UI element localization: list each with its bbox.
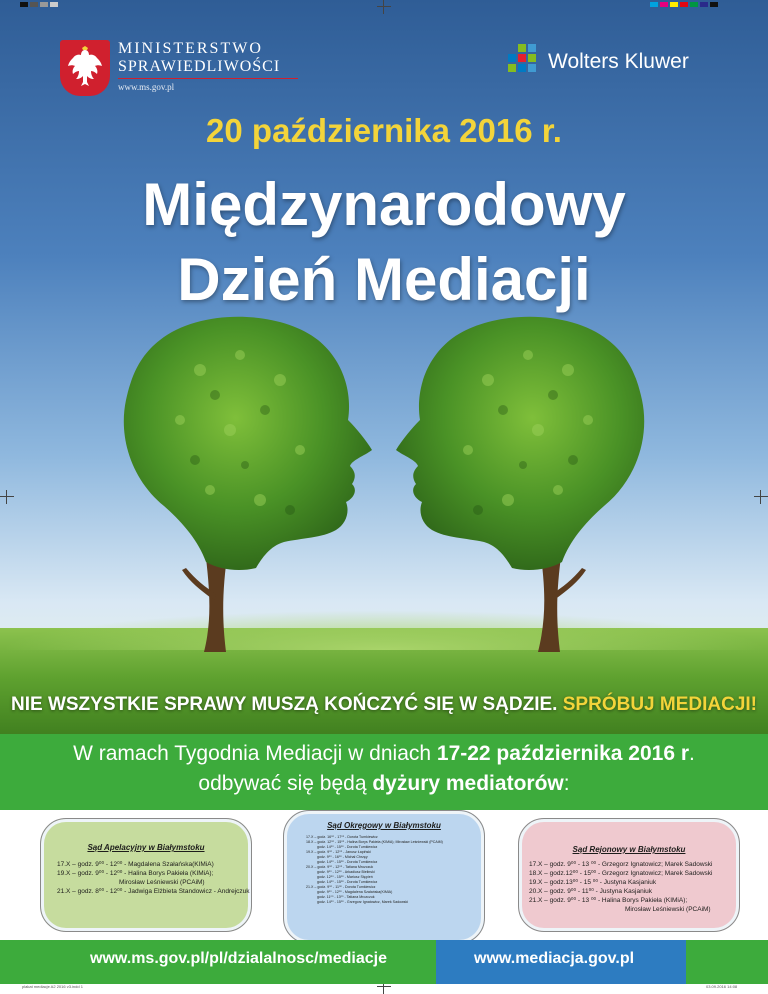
district-court-box (518, 818, 740, 932)
ministry-url: www.ms.gov.pl (118, 82, 175, 92)
district-line: 17.X – godz. 9⁰⁰ - 13 ⁰⁰ - Grzegorz Ignatowicz; Marek Sadowski (529, 861, 713, 868)
regional-line: godz. 12⁰⁰ - 15⁰⁰ - Mariusz Stępień (317, 875, 373, 879)
regional-line: godz. 11⁰⁰ - 13⁰⁰ - Tatiana Mrozczuk (317, 895, 375, 899)
ministry-mediation-link[interactable]: www.ms.gov.pl/pl/dzialalnosc/mediacje (90, 950, 387, 967)
regional-line: 21.X – godz. 9⁰⁰ - 11⁰⁰ - Dorota Tumkiewicz (306, 885, 376, 889)
tree-heads-illustration (0, 300, 768, 680)
left-head-foliage (124, 317, 372, 570)
district-line: 18.X – godz.12⁰⁰ - 15⁰⁰ - Grzegorz Ignatowicz; Marek Sadowski (529, 870, 713, 877)
appeal-line: 19.X – godz. 9⁰⁰ - 12⁰⁰ - Halina Borys Pakieła (KIMiA); (57, 870, 214, 877)
regional-line: godz. 9⁰⁰ - 12⁰⁰ - Magdalena Szałańska(KIMiA) (317, 890, 393, 894)
appeal-court-title: Sąd Apelacyjny w Białymstoku (87, 843, 205, 852)
regional-line: godz. 14⁰⁰ - 15⁰⁰ - Dorota Tumkiewicz (317, 860, 378, 864)
ministry-divider (118, 78, 298, 79)
headline-line2: Dzień Mediacji (177, 246, 591, 313)
district-court-title: Sąd Rejonowy w Białymstoku (572, 845, 686, 854)
band-line1 (0, 742, 768, 766)
regional-line: godz. 14⁰⁰ - 15⁰⁰ - Dorota Tumkiewicz (317, 845, 378, 849)
headline-line1: Międzynarodowy (142, 171, 626, 238)
regional-court-box (283, 810, 485, 944)
regional-line: godz. 14⁰⁰ - 15⁰⁰ - Grzegorz Ignatowicz, Marek Sadowski (317, 900, 409, 904)
band-line1-dates: 17-22 października 2016 r (436, 742, 690, 765)
polish-eagle-icon (60, 40, 110, 96)
band-line2-duty: dyżury mediatorów (372, 772, 564, 795)
regional-line: godz. 14⁰⁰ - 15⁰⁰ - Dorota Tumkiewicz (317, 880, 378, 884)
partner-logo (508, 44, 718, 84)
mediation-portal-link[interactable]: www.mediacja.gov.pl (474, 950, 635, 967)
band-line1-end: . (689, 742, 695, 765)
appeal-line: Mirosław Leśniewski (PCAiM) (119, 879, 205, 886)
band-line2-end: : (563, 772, 570, 795)
print-timestamp: 03.09.2016 14:08 (706, 984, 738, 989)
regional-line: godz. 9⁰⁰ - 12⁰⁰ - Arkadiusz Bielinski (317, 870, 375, 874)
district-line: 20.X – godz. 9⁰⁰ - 11⁰⁰ - Justyna Kasjaniuk (529, 888, 653, 895)
partner-name: Wolters Kluwer (548, 50, 689, 73)
appeal-court-box (40, 818, 252, 932)
event-date: 20 października 2016 r. (206, 112, 562, 149)
regional-line: godz. 9⁰⁰ - 16⁰⁰ - Michał Chrzęy (317, 855, 368, 859)
slogan-accent: SPRÓBUJ MEDIACJI! (562, 694, 757, 715)
regional-line: 19.X – godz. 9⁰⁰ - 12⁰⁰ - Janusz Łapiński (306, 850, 371, 854)
right-head-foliage (396, 317, 644, 570)
slogan (0, 694, 768, 716)
slogan-main: NIE WSZYSTKIE SPRAWY MUSZĄ KOŃCZYĆ SIĘ W SĄDZIE. (11, 694, 558, 715)
ministry-name-line1: MINISTERSTWO (118, 40, 263, 57)
regional-court-title: Sąd Okręgowy w Białymstoku (327, 821, 441, 830)
band-line2 (0, 772, 768, 796)
appeal-line: 21.X – godz. 8⁰⁰ - 12⁰⁰ - Jadwiga Elżbieta Standowicz - Andrejczuk (57, 888, 250, 895)
ministry-logo (60, 40, 300, 100)
crop-mark-top (377, 0, 391, 14)
district-line: Mirosław Leśniewski (PCAiM) (625, 906, 711, 913)
district-line: 19.X – godz.13⁰⁰ - 15 ⁰⁰ - Justyna Kasjaniuk (529, 879, 657, 886)
footer-bar (0, 940, 768, 984)
band-line1-text: W ramach Tygodnia Mediacji w dniach (73, 742, 437, 765)
ministry-name-line2: SPRAWIEDLIWOŚCI (118, 58, 281, 75)
band-line2-text: odbywać się będą (198, 772, 373, 795)
regional-line: 18.X – godz. 12⁰⁰ - 15⁰⁰ - Halina Borys Pakieła (KIMiA); Mirosław Leśniewski (PCAiM) (306, 840, 443, 844)
district-line: 21.X – godz. 9⁰⁰ - 13 ⁰⁰ - Halina Borys Pakieła (KIMiA); (529, 897, 688, 904)
appeal-line: 17.X – godz. 9⁰⁰ - 12⁰⁰ - Magdalena Szałańska(KIMiA) (57, 861, 214, 868)
regional-line: 17.X – godz. 16⁰⁰ - 17⁰⁰ - Dorota Tumkiewicz (306, 835, 378, 839)
regional-line: 20.X – godz. 9⁰⁰ - 12⁰⁰ - Tatiana Mrozczuk (306, 865, 374, 869)
mediation-week-band (0, 734, 768, 810)
print-file-label: plakat mediacje A2 2016 v3.indd 1 (22, 984, 83, 989)
